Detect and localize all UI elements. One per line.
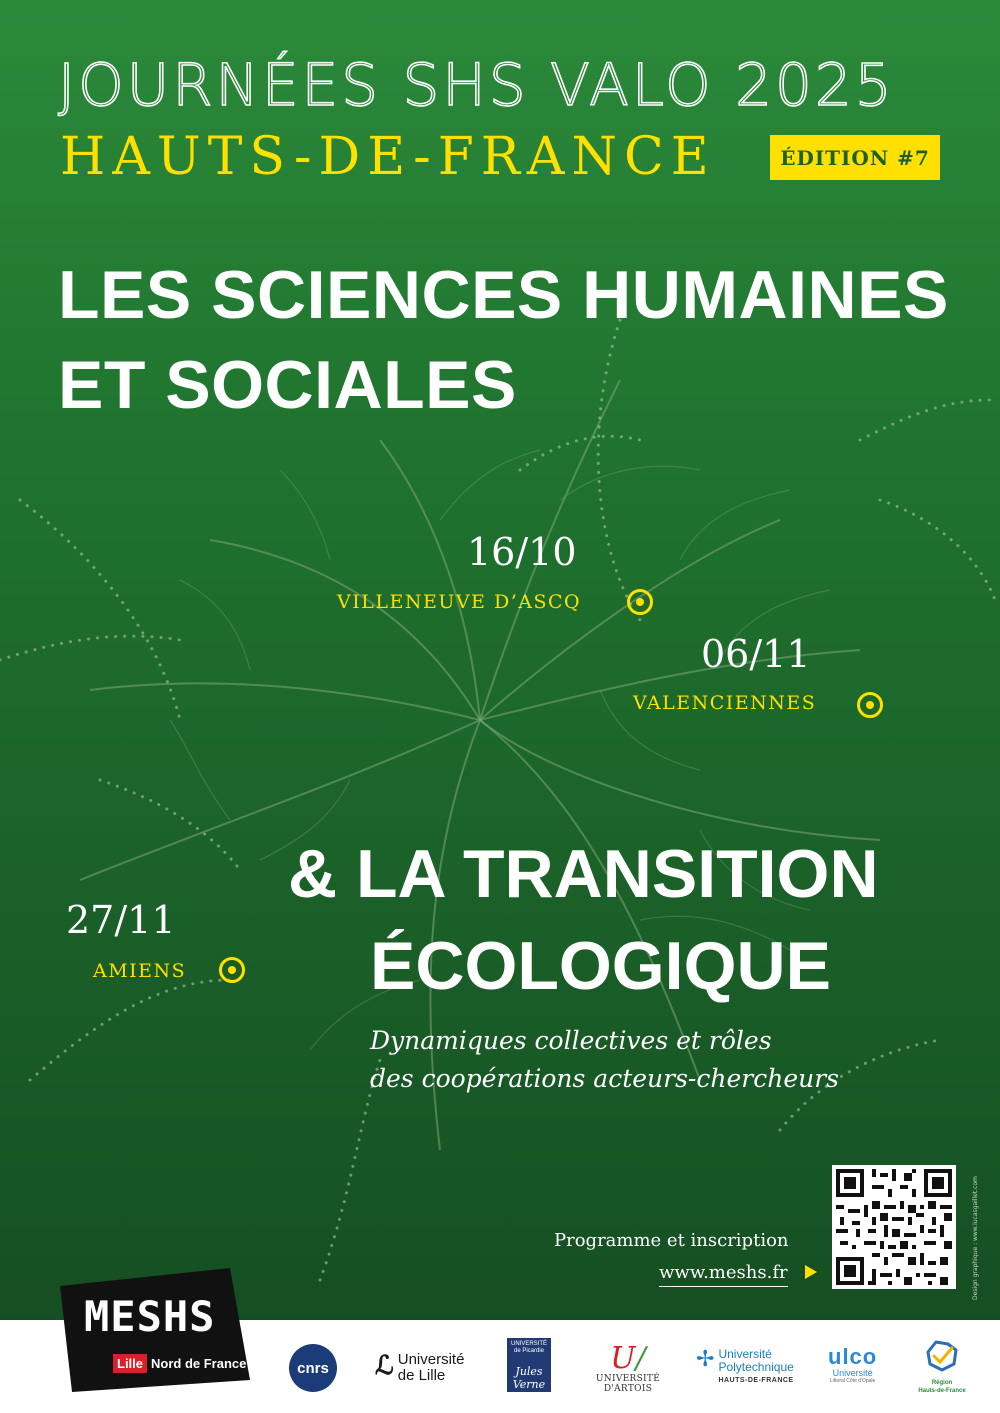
headline-secondary [288, 828, 988, 1012]
city-1: VILLENEUVE D’ASCQ [337, 591, 582, 613]
headline-line-2: ET SOCIALES [58, 347, 517, 423]
universite-artois-logo [583, 1341, 673, 1394]
ulille-line-1: Université [397, 1351, 465, 1368]
location-pin-icon [219, 957, 245, 983]
meshs-tag-nord: Nord de France [151, 1356, 247, 1371]
date-2: 06/11 [701, 632, 811, 676]
design-credit: Design graphique : www.lucasgaillet.com [972, 1176, 979, 1300]
program-label: Programme et inscription [554, 1230, 789, 1251]
headline-line-4: ÉCOLOGIQUE [370, 928, 831, 1004]
universite-de-lille-logo [375, 1352, 464, 1384]
event-title: JOURNÉES SHS VALO 2025 [58, 51, 895, 119]
upicardie-signature: Jules Verne [512, 1365, 546, 1391]
subtitle-line-1: Dynamiques collectives et rôles [370, 1026, 772, 1055]
ulco-line-1: Université [832, 1368, 873, 1378]
uphf-line-1: Université [718, 1347, 772, 1361]
location-pin-icon [857, 692, 883, 718]
qr-code[interactable] [832, 1165, 956, 1289]
subtitle-line-2: des coopérations acteurs-chercheurs [370, 1064, 840, 1093]
uphf-line-3: HAUTS-DE-FRANCE [718, 1377, 794, 1384]
region-title: HAUTS-DE-FRANCE [60, 127, 716, 187]
cnrs-logo: cnrs [289, 1344, 337, 1392]
artois-mark-icon: U/ [610, 1341, 646, 1376]
upicardie-top: UNIVERSITÉ de Picardie [510, 1341, 547, 1354]
meshs-tagline [113, 1356, 246, 1371]
ulco-line-2: Littoral Côte d'Opale [829, 1378, 876, 1384]
meshs-wordmark: MESHS [84, 1292, 216, 1341]
lille-mark-icon: ℒ [375, 1350, 394, 1380]
date-3: 27/11 [66, 898, 176, 942]
ulco-logo [828, 1346, 877, 1384]
headline [58, 250, 978, 430]
universite-picardie-logo [507, 1338, 551, 1392]
meshs-tag-lille: Lille [113, 1354, 147, 1373]
uartois-name: UNIVERSITÉ D'ARTOIS [595, 1374, 661, 1394]
ulco-word: ulco [828, 1344, 878, 1369]
edition-badge: ÉDITION #7 [770, 135, 940, 180]
region-line-2: Hauts-de-France [918, 1388, 966, 1394]
uphf-line-2: Polytechnique [718, 1360, 794, 1374]
ulille-line-2: de Lille [397, 1367, 446, 1384]
date-1: 16/10 [467, 530, 577, 574]
city-3: AMIENS [93, 960, 187, 982]
uphf-logo [696, 1348, 794, 1387]
headline-line-1: LES SCIENCES HUMAINES [58, 257, 949, 333]
location-pin-icon [627, 589, 653, 615]
headline-line-3: & LA TRANSITION [288, 836, 879, 912]
meshs-logo [60, 1268, 250, 1392]
city-2: VALENCIENNES [633, 692, 817, 714]
region-hauts-de-france-logo [914, 1338, 970, 1395]
subtitle [370, 1022, 970, 1098]
arrow-right-icon [805, 1265, 817, 1279]
uphf-mark-icon: ✢ [696, 1346, 715, 1371]
website-link[interactable]: www.meshs.fr [659, 1262, 788, 1287]
region-line-1: Région [931, 1380, 953, 1386]
region-map-icon [922, 1338, 962, 1374]
